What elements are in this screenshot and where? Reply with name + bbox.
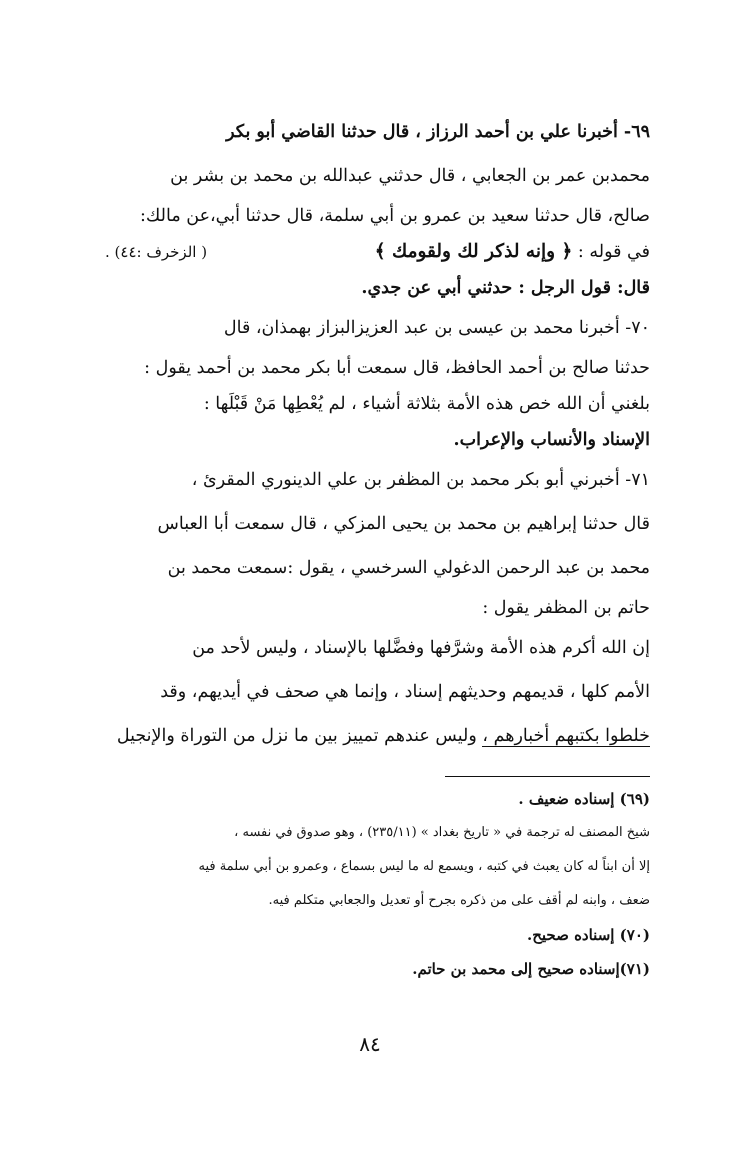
main-text <box>105 110 650 758</box>
surah-reference: ( الزخرف :٤٤) . <box>105 243 208 261</box>
text-line: قال: قول الرجل : حدثني أبي عن جدي. <box>361 278 650 298</box>
text-line: إن الله أكرم هذه الأمة وشرَّفها وفضَّلها بالإسناد ، وليس لأحد من <box>192 638 650 658</box>
text-line: ٧٠- أخبرنا محمد بن عيسى بن عبد العزيزالبزاز بهمذان، قال <box>223 318 650 338</box>
quran-verse: ﴿ وإنه لذكر لك ولقومك ﴾ <box>374 241 573 262</box>
text-line <box>105 110 650 154</box>
page-number: ٨٤ <box>359 1032 381 1056</box>
text-line: بلغني أن الله خص هذه الأمة بثلاثة أشياء ، لم يُعْطِها مَنْ قَبْلَها : <box>203 394 650 414</box>
text-line: الأمم كلها ، قديمهم وحديثهم إسناد ، وإنما هي صحف في أيديهم، وقد <box>160 682 650 702</box>
footnotes <box>105 782 650 986</box>
quote-intro: في قوله : ﴿ وإنه لذكر لك ولقومك ﴾ <box>374 241 650 262</box>
text-line: ٧١- أخبرني أبو بكر محمد بن المظفر بن علي الدينوري المقرئ ، <box>191 470 650 490</box>
text-line: محمد بن عبد الرحمن الدغولي السرخسي ، يقول :سمعت محمد بن <box>167 558 650 578</box>
line-rest: وليس عندهم تمييز بين ما نزل من التوراة والإنجيل <box>116 726 483 746</box>
text-line: حدثنا صالح بن أحمد الحافظ، قال سمعت أبا بكر محمد بن أحمد يقول : <box>144 358 650 378</box>
text-line: الإسناد والأنساب والإعراب. <box>453 430 650 450</box>
footnote-69-line: ضعف ، وابنه لم أقف على من ذكره بجرح أو تعديل والجعابي متكلم فيه. <box>268 893 650 908</box>
hadith-number-69: ٦٩- أخبرنا علي بن أحمد الرزاز ، قال حدثنا القاضي أبو بكر <box>226 122 650 142</box>
text-line: قال حدثنا إبراهيم بن محمد بن يحيى المزكي ، قال سمعت أبا العباس <box>157 514 650 534</box>
underlined-phrase: خلطوا بكتبهم أخبارهم ، <box>482 726 650 746</box>
text-line: محمدبن عمر بن الجعابي ، قال حدثني عبدالله بن محمد بن بشر بن <box>170 166 650 186</box>
text-line: حاتم بن المظفر يقول : <box>482 598 650 618</box>
quran-quote-line <box>105 234 650 270</box>
footnote-69-heading: (٦٩) إسناده ضعيف . <box>518 790 650 808</box>
footnote-71-heading: (٧١)إسناده صحيح إلى محمد بن حاتم. <box>412 960 650 978</box>
text-line: صالح، قال حدثنا سعيد بن عمرو بن أبي سلمة، قال حدثنا أبي،عن مالك: <box>140 206 650 226</box>
footnote-69-line: إلا أن ابناً له كان يعبث في كتبه ، ويسمع له ما ليس بسماع ، وعمرو بن أبي سلمة فيه <box>198 859 650 874</box>
footnote-separator <box>445 776 650 777</box>
footnote-69-line: شيخ المصنف له ترجمة في « تاريخ بغداد » (٢٣٥/١١) ، وهو صدوق في نفسه ، <box>234 825 650 840</box>
text-line <box>105 714 650 758</box>
footnote-70-heading: (٧٠) إسناده صحيح. <box>527 926 650 944</box>
